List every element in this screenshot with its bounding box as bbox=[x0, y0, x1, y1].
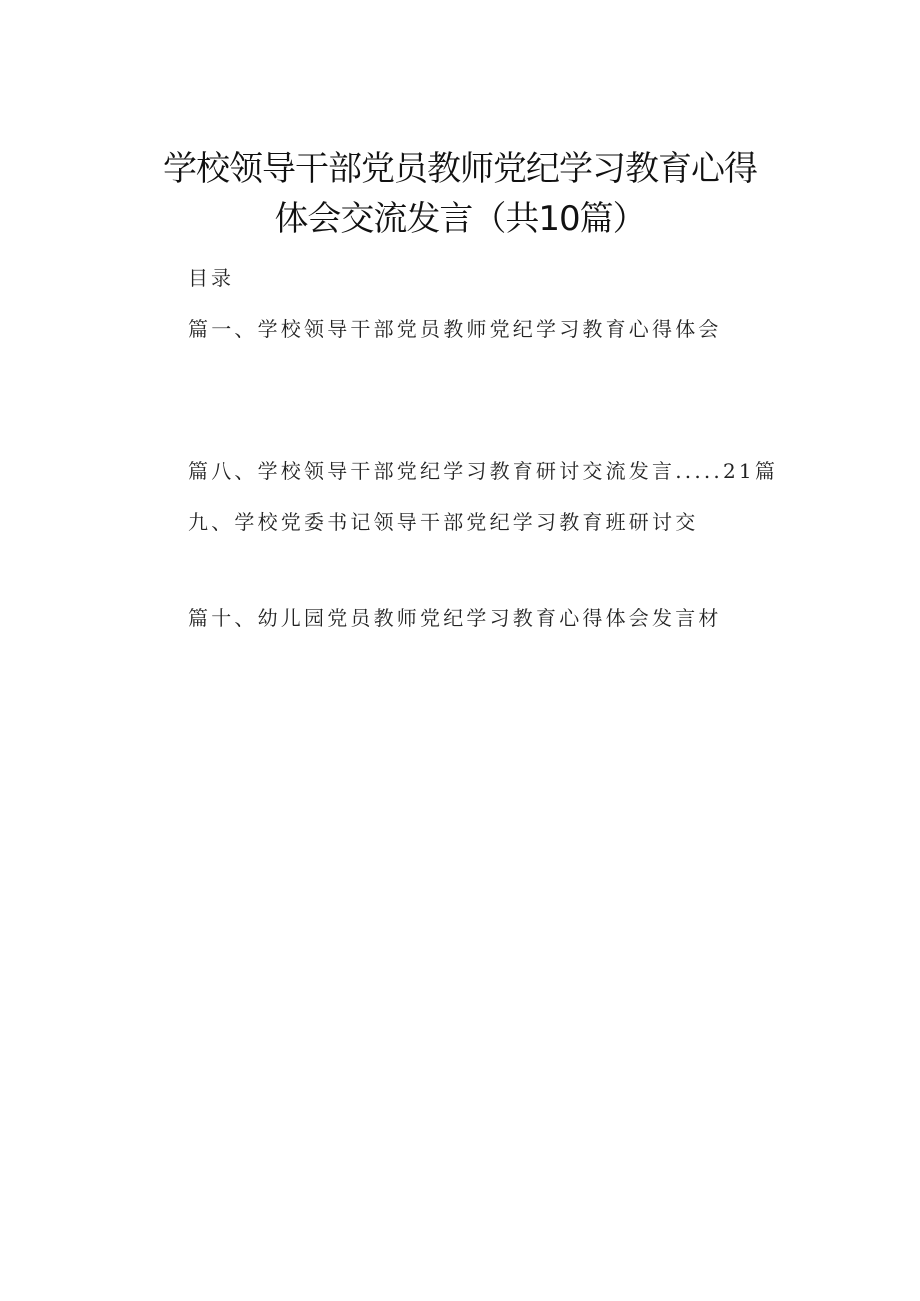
document-title-line-2: 体会交流发言（共10篇） bbox=[274, 199, 646, 239]
toc-heading: 目录 bbox=[188, 266, 234, 290]
toc-entry: 篇八、学校领导干部党纪学习教育研讨交流发言.....21篇 bbox=[188, 459, 779, 483]
toc-entry: 九、学校党委书记领导干部党纪学习教育班研讨交 bbox=[188, 510, 699, 534]
document-title-line-1: 学校领导干部党员教师党纪学习教育心得 bbox=[163, 149, 757, 189]
toc-entry: 篇十、幼儿园党员教师党纪学习教育心得体会发言材 bbox=[188, 606, 722, 630]
toc-entry: 篇一、学校领导干部党员教师党纪学习教育心得体会 bbox=[188, 317, 722, 341]
